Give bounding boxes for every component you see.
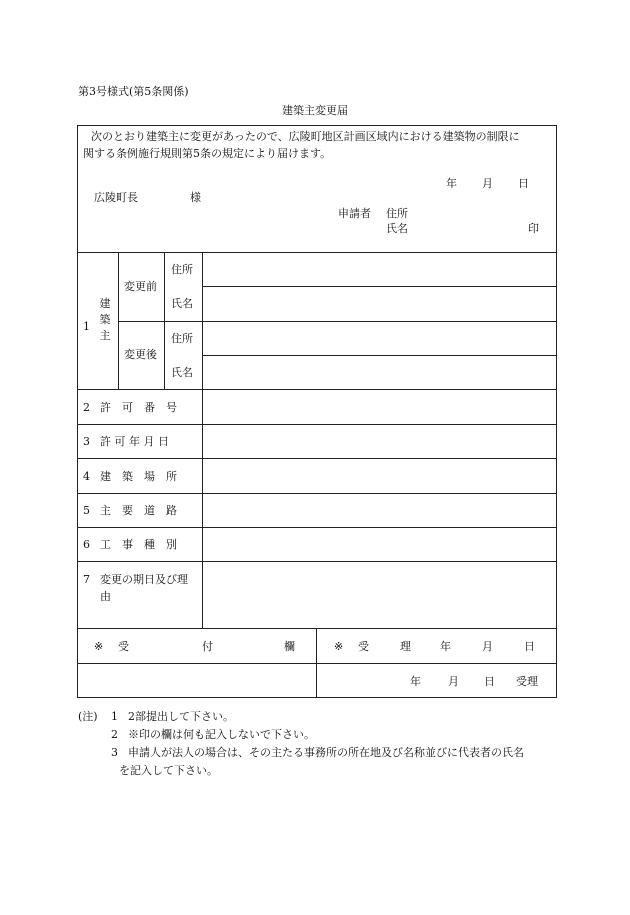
row-7-number: 7 — [83, 573, 90, 586]
section-1-label: 建築主 — [99, 297, 111, 342]
accept-year: 年 — [410, 675, 421, 688]
accept-month: 月 — [448, 675, 459, 688]
accept-label: 受理 — [516, 675, 538, 688]
notes-prefix: (注) — [78, 710, 98, 723]
row-2-number: 2 — [83, 401, 90, 414]
applicant-address-label: 住所 — [386, 207, 408, 220]
applicant-name-label: 氏名 — [386, 222, 408, 235]
row-5-label: 主 要 道 路 — [100, 504, 177, 517]
note-1-number: 1 — [111, 710, 118, 723]
after-address-label: 住所 — [171, 332, 193, 345]
section-1-number: 1 — [83, 320, 90, 333]
row-4-label: 建 築 場 所 — [100, 470, 177, 483]
date-day-label: 日 — [518, 177, 529, 190]
row-7-label-cont: 由 — [100, 590, 111, 603]
before-name-label: 氏名 — [171, 297, 193, 310]
seal-mark: 印 — [528, 222, 539, 235]
before-address-label: 住所 — [171, 263, 193, 276]
process-day: 日 — [524, 640, 535, 653]
note-2-text: ※印の欄は何も記入しないで下さい。 — [128, 728, 315, 741]
row-6-label: 工 事 種 別 — [100, 538, 177, 551]
addressee-honorific: 様 — [190, 191, 201, 204]
accept-day: 日 — [484, 675, 495, 688]
reception-receive-mid: 付 — [202, 640, 213, 653]
row-7-label: 変更の期日及び理 — [100, 573, 188, 586]
note-3-text: 申請人が法人の場合は、その主たる事務所の所在地及び名称並びに代表者の氏名 — [128, 746, 524, 759]
form-table — [77, 125, 557, 698]
row-2-label: 許 可 番 号 — [100, 401, 177, 414]
row-3-number: 3 — [83, 435, 90, 448]
process-mid: 理 — [400, 640, 411, 653]
row-5-number: 5 — [83, 504, 90, 517]
intro-line-2: 関する条例施行規則第5条の規定により届けます。 — [83, 147, 332, 160]
before-change-label: 変更前 — [124, 280, 157, 293]
reception-mark: ※ — [94, 640, 104, 653]
after-change-label: 変更後 — [124, 348, 157, 361]
form-number-label: 第3号様式(第5条関係) — [78, 85, 189, 98]
date-year-label: 年 — [446, 177, 457, 190]
process-label: 受 — [358, 640, 369, 653]
applicant-label: 申請者 — [338, 207, 371, 220]
date-month-label: 月 — [482, 177, 493, 190]
addressee: 広陵町長 — [94, 191, 138, 204]
note-2-number: 2 — [111, 728, 118, 741]
process-mark: ※ — [334, 640, 344, 653]
row-3-label: 許 可 年 月 日 — [100, 435, 169, 448]
note-3-text-cont: を記入して下さい。 — [119, 764, 218, 777]
reception-receive-end: 欄 — [284, 640, 295, 653]
note-1-text: 2部提出して下さい。 — [128, 710, 234, 723]
row-6-number: 6 — [83, 538, 90, 551]
document-title: 建築主変更届 — [282, 104, 348, 117]
note-3-number: 3 — [111, 746, 118, 759]
process-year: 年 — [440, 640, 451, 653]
intro-line-1: 次のとおり建築主に変更があったので、広陵町地区計画区域内における建築物の制限に — [91, 130, 520, 143]
row-4-number: 4 — [83, 470, 90, 483]
process-month: 月 — [482, 640, 493, 653]
reception-receive-label: 受 — [118, 640, 129, 653]
after-name-label: 氏名 — [171, 366, 193, 379]
